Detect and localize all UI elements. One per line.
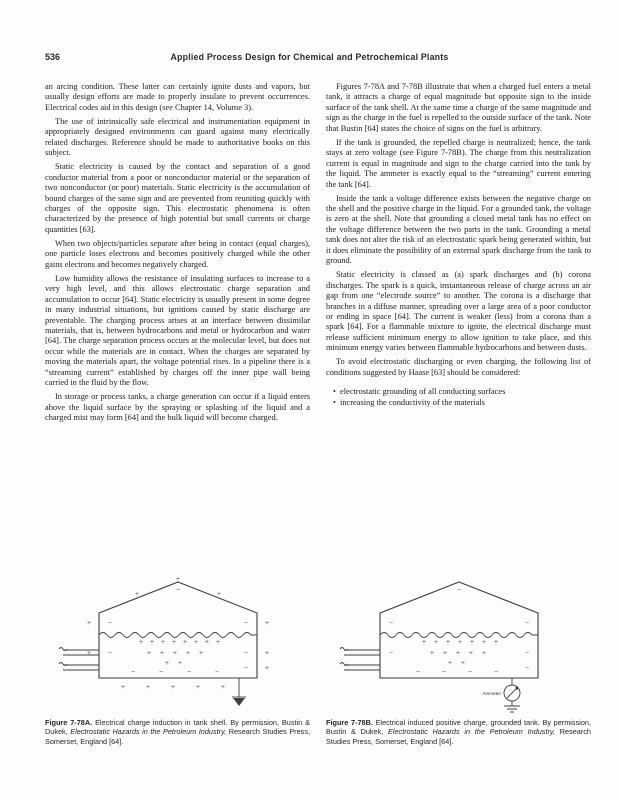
svg-text:+: + (445, 637, 450, 646)
svg-text:+: + (182, 637, 187, 646)
svg-text:+: + (469, 637, 474, 646)
svg-text:+: + (220, 682, 225, 691)
svg-text:+: + (120, 682, 125, 691)
svg-text:−: − (524, 663, 529, 672)
svg-text:−: − (107, 618, 112, 627)
svg-text:+: + (429, 648, 434, 657)
svg-text:+: + (177, 658, 182, 667)
left-column (45, 82, 310, 427)
figure-a-diagram (53, 576, 303, 716)
page-number: 536 (45, 52, 61, 62)
svg-text:+: + (442, 648, 447, 657)
conditions-list (326, 386, 591, 408)
svg-text:+: + (164, 658, 169, 667)
svg-text:−: − (524, 648, 529, 657)
figure-b-diagram (334, 576, 584, 716)
svg-text:+: + (421, 637, 426, 646)
paragraph: Figures 7-78A and 7-78B illustrate that when a charged fuel enters a metal tank, it attracts a charge of equal magnitude but opposite sign to the inside surface of the tank shell. At the same time a charge of the same magnitude and sign as the charge in the fuel is repelled to the outside surface of the tank. Note that Bustin [64] states the choice of signs on the fuel is arbitrary. (326, 82, 591, 133)
paragraph: If the tank is grounded, the repelled charge is neutralized; hence, the tank stays at zero voltage (see Figure 7-78B). The charge from this neutralization current is equal in magnitude and sign to the charge carried into the tank by the liquid. The ammeter is exactly equal to the “streaming” current entering the tank [64]. (326, 137, 591, 189)
inlet-pipes (59, 648, 99, 671)
caption-label: Figure 7-78A. (45, 718, 93, 727)
list-item: • electrostatic grounding of all conducting surfaces (326, 386, 591, 397)
svg-text:+: + (447, 658, 452, 667)
svg-text:+: + (86, 618, 91, 627)
svg-text:+: + (481, 648, 486, 657)
svg-text:+: + (185, 648, 190, 657)
svg-text:+: + (86, 648, 91, 657)
svg-text:+: + (172, 648, 177, 657)
paragraph: Low humidity allows the resistance of insulating surfaces to increase to a very high level, and this allows electrostatic charge separation and accumulation to occur [64]. Static electricity is usually present in some degree in many industrial situations, but ignitions caused by static discharge are preventable. The charging process arises at an interface between dissimilar materials, that is, between hydrocarbons and metal or hydrocarbon and water [64]. The charge separation process occurs at the molecular level, but does not occur while the materials are in contact. When the charges are separated by moving the materials apart, the voltage potential rises. In a pipeline there is a “streaming current” established by charges off the inner pipe wall being carried in the fluid by the flow. (45, 273, 310, 388)
caption-book-title: Electrostatic Hazards in the Petroleum Industry, (70, 727, 227, 737)
svg-text:−: − (467, 667, 472, 676)
svg-text:−: − (456, 585, 461, 594)
svg-text:+: + (171, 637, 176, 646)
caption-text: Research Studies Press, Somerset, England [64]. (326, 727, 591, 746)
inlet-pipes (340, 648, 380, 671)
figure-caption (45, 718, 310, 746)
right-column (326, 82, 591, 427)
svg-text:+: + (493, 637, 498, 646)
svg-text:−: − (158, 667, 163, 676)
svg-text:+: + (433, 637, 438, 646)
svg-text:−: − (388, 648, 393, 657)
svg-text:+: + (481, 637, 486, 646)
figures-row (45, 576, 591, 746)
paragraph: Static electricity is classed as (a) spark discharges and (b) corona discharges. The spark is a quick, instantaneous release of charge across an air gap from one “electrode source” to another. The corona is a discharge that branches in a diffuse manner, spreading over a large area of a poor conductor or ending in space [64]. The current is weaker (less) from a corona than a spark [64]. For a flammable mixture to ignite, the electrical discharge must release sufficient minimum energy to allow ignition to take place, and this minimum energy varies between flammable hydrocarbons and between dusts. (326, 270, 591, 353)
svg-text:+: + (146, 648, 151, 657)
svg-text:+: + (175, 576, 180, 583)
liquid-surface (99, 633, 257, 638)
svg-text:−: − (186, 667, 191, 676)
svg-text:−: − (214, 667, 219, 676)
paragraph: In storage or process tanks, a charge generation can occur if a liquid enters above the liquid surface by the spraying or splashing of the liquid and a charged mist may form [64] and the bulk liquid will become charged. (45, 392, 310, 423)
svg-text:+: + (193, 637, 198, 646)
svg-text:+: + (468, 648, 473, 657)
paragraph: The use of intrinsically safe electrical and instrumentation equipment in appropriately designed environments can guard against many electrically related discharges. Reference should be made to authoritative books on this subject. (45, 116, 310, 158)
svg-text:−: − (524, 618, 529, 627)
list-item: • increasing the conductivity of the materials (326, 397, 591, 408)
svg-text:+: + (134, 589, 139, 598)
tank-outline (380, 582, 538, 678)
svg-text:−: − (130, 667, 135, 676)
paragraph: When two objects/particles separate after being in contact (equal charges), one particle loses electrons and becomes positively charged while the other gains electrons and becomes negatively charged. (45, 238, 310, 269)
svg-text:+: + (264, 648, 269, 657)
svg-text:−: − (107, 648, 112, 657)
paragraph: Static electricity is caused by the contact and separation of a good conductor material from a poor or nonconductor material or the separation of two nonconductor (or poor) materials. Static electricity is the accumulation of bound charges of the same sign and are prevented from reuniting quickly with charges of the opposite sign. This electrostatic phenomena is often characterized by the presence of high potential but small currents or charge quantities [63]. (45, 162, 310, 234)
svg-text:+: + (457, 637, 462, 646)
running-title: Applied Process Design for Chemical and Petrochemical Plants (170, 52, 449, 62)
paragraph: To avoid electrostatic discharging or even charging, the following list of conditions suggested by Haase [63] should be considered: (326, 357, 591, 377)
svg-text:+: + (160, 637, 165, 646)
ammeter-icon (482, 678, 520, 712)
figure-caption (326, 718, 591, 746)
caption-label: Figure 7-78B. (326, 718, 373, 727)
svg-text:+: + (138, 637, 143, 646)
svg-text:+: + (198, 648, 203, 657)
svg-text:+: + (159, 648, 164, 657)
svg-text:−: − (415, 667, 420, 676)
body-text (45, 82, 591, 427)
svg-text:−: − (388, 618, 393, 627)
svg-text:−: − (175, 585, 180, 594)
svg-text:−: − (441, 667, 446, 676)
figure-7-78a (45, 576, 310, 746)
figure-7-78b (326, 576, 591, 746)
svg-text:+: + (204, 637, 209, 646)
svg-text:−: − (243, 618, 248, 627)
svg-text:+: + (460, 658, 465, 667)
ammeter-label: Ammeter (481, 691, 501, 696)
paragraph: an arcing condition. These latter can certainly ignite dusts and vapors, but usually design efforts are made to properly insulate to prevent occurrences. Electrical codes aid in this design (see Chapter 14, Volume 3). (45, 82, 310, 112)
svg-text:−: − (493, 667, 498, 676)
svg-text:+: + (195, 682, 200, 691)
caption-text: Research Studies Press, Somerset, England [64]. (45, 727, 310, 746)
svg-text:−: − (243, 663, 248, 672)
svg-text:+: + (216, 589, 221, 598)
caption-book-title: Electrostatic Hazards in the Petroleum Industry, (388, 727, 556, 737)
svg-text:+: + (455, 648, 460, 657)
charges-layer (388, 585, 528, 676)
svg-text:−: − (243, 648, 248, 657)
svg-text:+: + (264, 663, 269, 672)
ground-symbol (232, 678, 246, 706)
charges-layer (86, 576, 268, 691)
svg-text:+: + (215, 637, 220, 646)
paragraph: Inside the tank a voltage difference exists between the negative charge on the shell and the positive charge in the liquid. For a grounded tank, the voltage is zero at the shell. Note that grounding a closed metal tank has no effect on the voltage difference between the two parts in the tank. Grounding a metal tank does not alter the risk of an electrostatic spark being generated within, but it does eliminate the possibility of an external spark discharge from the tank to ground. (326, 193, 591, 266)
caption-text: Electrical induced positive charge, grounded tank. By permission, Bustin & Dukek, (326, 718, 591, 737)
svg-text:+: + (149, 637, 154, 646)
caption-text: Electrical charge induction in tank shell. By permission, Bustin & Dukek, (45, 718, 310, 737)
svg-text:+: + (145, 682, 150, 691)
svg-text:+: + (170, 682, 175, 691)
svg-text:+: + (264, 618, 269, 627)
